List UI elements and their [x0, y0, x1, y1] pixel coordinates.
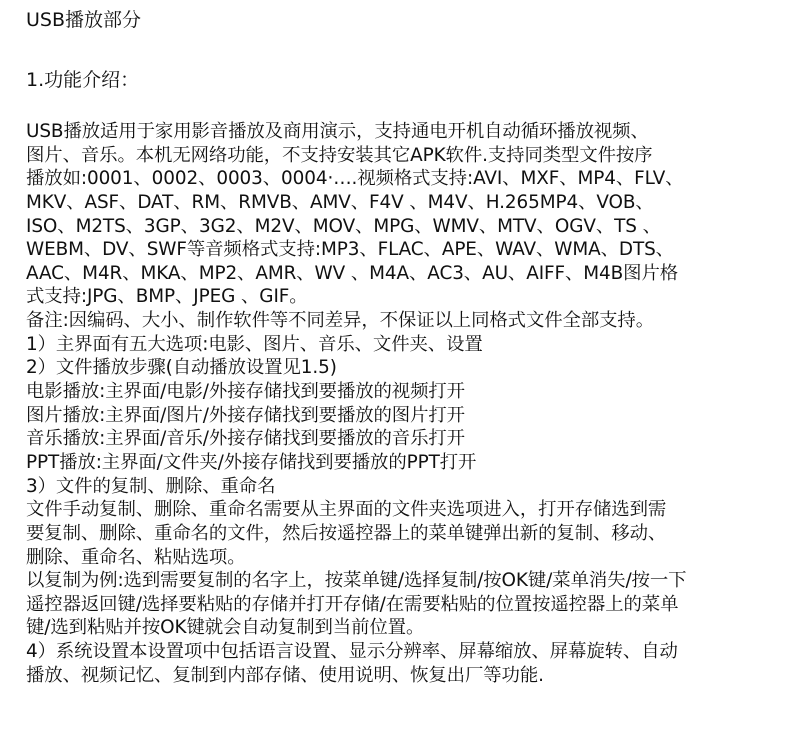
item-1-heading: 1）主界面有五大选项:电影、图片、音乐、文件夹、设置	[26, 333, 483, 355]
movie-playback-line: 电影播放:主界面/电影/外接存储找到要播放的视频打开	[26, 381, 465, 403]
text-line: 遥控器返回键/选择要粘贴的存储并打开存储/在需要粘贴的位置按遥控器上的菜单	[26, 593, 679, 615]
text-line: 键/选到粘贴并按OK键就会自动复制到当前位置。	[26, 617, 425, 639]
item-2-heading: 2）文件播放步骤(自动播放设置见1.5)	[26, 357, 337, 379]
text-line: 以复制为例:选到需要复制的名字上，按菜单键/选择复制/按OK键/菜单消失/按一下	[26, 570, 687, 592]
ppt-playback-line: PPT播放:主界面/文件夹/外接存储找到要播放的PPT打开	[26, 451, 477, 473]
text-line: 播放、视频记忆、复制到内部存储、使用说明、恢复出厂等功能.	[26, 664, 544, 686]
text-line: WEBM、DV、SWF等音频格式支持:MP3、FLAC、APE、WAV、WMA、DTS、	[26, 239, 674, 261]
text-line: ISO、M2TS、3GP、3G2、M2V、MOV、MPG、WMV、MTV、OGV、TS 、	[26, 215, 661, 237]
item-4-heading: 4）系统设置本设置项中包括语言设置、显示分辨率、屏幕缩放、屏幕旋转、自动	[26, 641, 678, 663]
music-playback-line: 音乐播放:主界面/音乐/外接存储找到要播放的音乐打开	[26, 428, 465, 450]
note-line: 备注:因编码、大小、制作软件等不同差异，不保证以上同格式文件全部支持。	[26, 310, 654, 332]
text-line: 图片、音乐。本机无网络功能，不支持安装其它APK软件.支持同类型文件按序	[26, 144, 653, 166]
document	[26, 6, 786, 687]
item-3-heading: 3）文件的复制、删除、重命名	[26, 475, 276, 497]
page-title: USB播放部分	[26, 9, 142, 31]
text-line: 删除、重命名、粘贴选项。	[26, 546, 246, 568]
picture-playback-line: 图片播放:主界面/图片/外接存储找到要播放的图片打开	[26, 404, 465, 426]
text-line: USB播放适用于家用影音播放及商用演示，支持通电开机自动循环播放视频、	[26, 121, 649, 142]
text-line: AAC、M4R、MKA、MP2、AMR、WV 、M4A、AC3、AU、AIFF、M4B图片格	[26, 262, 679, 284]
body-text	[26, 120, 786, 687]
text-line: 播放如:0001、0002、0003、0004·….视频格式支持:AVI、MXF、MP4、FLV、	[26, 168, 684, 190]
text-line: MKV、ASF、DAT、RM、RMVB、AMV、F4V 、M4V、H.265MP4、VOB、	[26, 191, 654, 213]
text-line: 式支持:JPG、BMP、JPEG 、GIF。	[26, 286, 308, 308]
text-line: 要复制、删除、重命名的文件，然后按遥控器上的菜单键弹出新的复制、移动、	[26, 522, 667, 544]
section-heading: 1.功能介绍：	[26, 69, 140, 91]
text-line: 文件手动复制、删除、重命名需要从主界面的文件夹选项进入，打开存储选到需	[26, 499, 667, 521]
